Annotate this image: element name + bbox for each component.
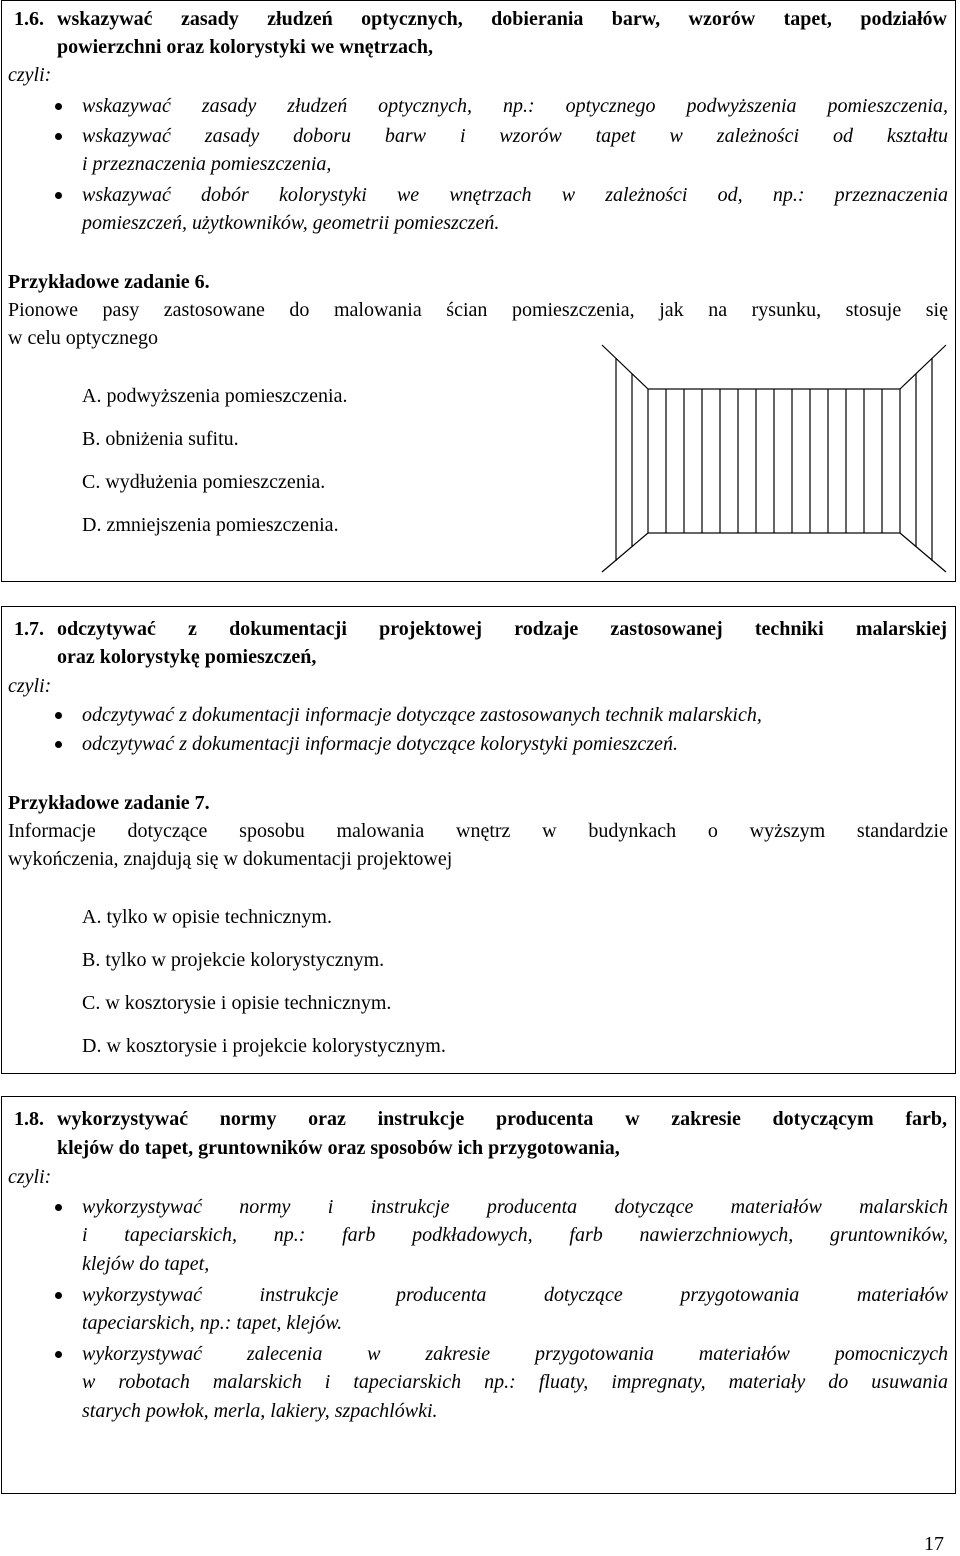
answer-b[interactable] [82,427,239,451]
task-title: Przykładowe zadanie 6. [8,271,210,293]
bullet-text: wykorzystywać instrukcje producenta dotyczące przygotowania materiałów [82,1284,948,1306]
answer-text: obniżenia sufitu. [105,428,239,450]
answer-c[interactable] [82,470,325,494]
section-number: 1.8. [14,1108,44,1130]
bullet-text: wskazywać zasady doboru barw i wzorów tapet w zależności od kształtu [82,125,948,147]
czyli-label: czyli: [8,1166,52,1188]
answer-text: wydłużenia pomieszczenia. [105,471,326,493]
section-heading: wykorzystywać normy oraz instrukcje producenta w zakresie dotyczącym farb, [57,1108,947,1130]
bullet-text: wykorzystywać normy i instrukcje producenta dotyczące materiałów malarskich [82,1196,948,1218]
bullet-text: tapeciarskich, np.: tapet, klejów. [82,1312,343,1334]
answer-text: w kosztorysie i projekcie kolorystycznym. [106,1035,446,1057]
bullet-icon [55,1292,62,1299]
answer-text: podwyższenia pomieszczenia. [106,385,348,407]
answer-a[interactable] [82,905,332,929]
bullet-text: starych powłok, merla, lakiery, szpachlówki. [82,1400,438,1422]
bullet-text: wykorzystywać zalecenia w zakresie przygotowania materiałów pomocniczych [82,1343,948,1365]
question-text: Pionowe pasy zastosowane do malowania ścian pomieszczenia, jak na rysunku, stosuje się [8,299,948,321]
bullet-icon [55,133,62,140]
answer-a[interactable] [82,384,347,408]
czyli-label: czyli: [8,675,52,697]
answer-letter: C. [82,471,101,493]
answer-text: tylko w projekcie kolorystycznym. [105,949,385,971]
bullet-text: klejów do tapet, [82,1253,210,1275]
answer-d[interactable] [82,1034,446,1058]
page-number: 17 [924,1533,944,1555]
bullet-text: odczytywać z dokumentacji informacje dotyczące kolorystyki pomieszczeń. [82,733,678,755]
bullet-text: odczytywać z dokumentacji informacje dotyczące zastosowanych technik malarskich, [82,704,762,726]
czyli-label: czyli: [8,64,52,86]
bullet-text: pomieszczeń, użytkowników, geometrii pomieszczeń. [82,212,500,234]
answer-c[interactable] [82,991,391,1015]
answer-letter: B. [82,428,101,450]
section-heading: wskazywać zasady złudzeń optycznych, dobierania barw, wzorów tapet, podziałów [57,8,947,30]
section-heading: odczytywać z dokumentacji projektowej rodzaje zastosowanej techniki malarskiej [57,618,947,640]
bullet-text: wskazywać zasady złudzeń optycznych, np.: optycznego podwyższenia pomieszczenia, [82,95,948,117]
bullet-icon [55,103,62,110]
answer-d[interactable] [82,513,339,537]
answer-letter: A. [82,385,102,407]
answer-letter: D. [82,514,102,536]
bullet-icon [55,741,62,748]
answer-b[interactable] [82,948,384,972]
answer-letter: C. [82,992,101,1014]
bullet-icon [55,712,62,719]
question-text: wykończenia, znajdują się w dokumentacji projektowej [8,848,453,870]
answer-text: tylko w opisie technicznym. [106,906,332,928]
answer-letter: B. [82,949,101,971]
bullet-text: i tapeciarskich, np.: farb podkładowych, farb nawierzchniowych, gruntowników, [82,1224,948,1246]
bullet-icon [55,192,62,199]
answer-letter: A. [82,906,102,928]
question-text: Informacje dotyczące sposobu malowania wnętrz w budynkach o wyższym standardzie [8,820,948,842]
bullet-text: w robotach malarskich i tapeciarskich np.: fluaty, impregnaty, materiały do usuwania [82,1371,948,1393]
section-heading: klejów do tapet, gruntowników oraz sposobów ich przygotowania, [57,1137,620,1159]
bullet-text: i przeznaczenia pomieszczenia, [82,153,332,175]
section-number: 1.6. [14,8,44,30]
bullet-icon [55,1204,62,1211]
section-number: 1.7. [14,618,44,640]
answer-text: zmniejszenia pomieszczenia. [106,514,339,536]
bullet-text: wskazywać dobór kolorystyki we wnętrzach w zależności od, np.: przeznaczenia [82,184,948,206]
answer-letter: D. [82,1035,102,1057]
section-heading: oraz kolorystykę pomieszczeń, [57,646,317,668]
question-text: w celu optycznego [8,327,158,349]
bullet-icon [55,1351,62,1358]
answer-text: w kosztorysie i opisie technicznym. [105,992,392,1014]
room-stripes-illustration [600,343,950,575]
task-title: Przykładowe zadanie 7. [8,792,210,814]
section-heading: powierzchni oraz kolorystyki we wnętrzach, [57,36,434,58]
